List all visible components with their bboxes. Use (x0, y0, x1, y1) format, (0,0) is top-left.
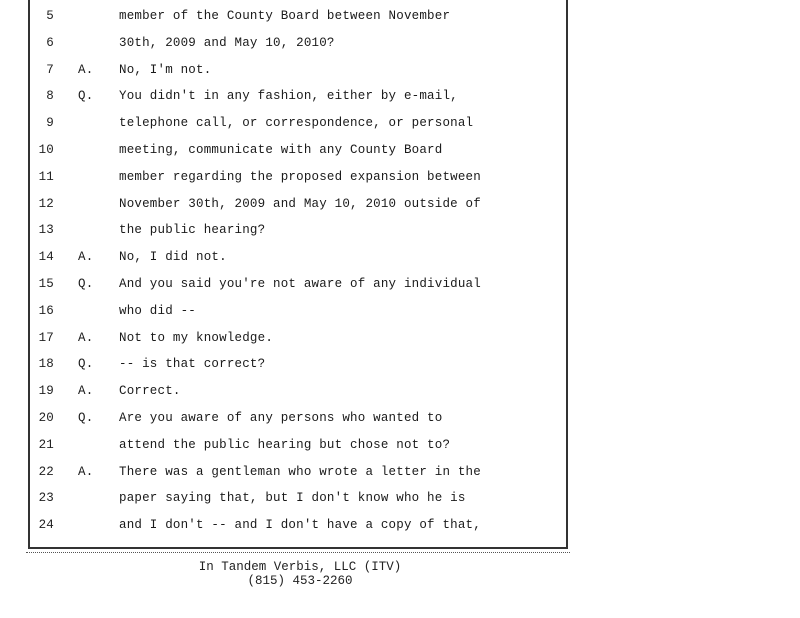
line-number: 19 (38, 384, 54, 399)
line-number: 22 (38, 464, 54, 479)
line-text: Are you aware of any persons who wanted to (119, 411, 443, 425)
line-text: member of the County Board between November (119, 9, 451, 23)
speaker-label: A. (78, 62, 94, 77)
line-number: 16 (38, 303, 54, 318)
line-text: There was a gentleman who wrote a letter in the (119, 464, 481, 479)
transcript-page (28, 0, 568, 549)
line-text: telephone call, or correspondence, or personal (119, 116, 474, 131)
line-text: No, I did not. (119, 250, 227, 265)
line-number: 7 (46, 62, 54, 77)
line-number: 12 (38, 196, 54, 211)
line-number: 14 (38, 250, 54, 265)
speaker-label: Q. (78, 89, 94, 104)
line-number: 17 (38, 330, 54, 345)
footer-phone: (815) 453-2260 (247, 574, 353, 588)
line-number: 13 (38, 223, 54, 238)
line-number: 20 (38, 411, 54, 425)
line-text: You didn't in any fashion, either by e-mail, (119, 89, 458, 104)
line-text: Correct. (119, 384, 181, 399)
speaker-label: A. (78, 464, 94, 479)
line-number: 6 (46, 35, 54, 50)
page-footer (0, 560, 600, 588)
speaker-label: A. (78, 330, 94, 345)
line-number: 15 (38, 277, 54, 291)
line-number: 21 (38, 437, 54, 452)
line-text: who did -- (119, 303, 197, 318)
line-number: 11 (38, 169, 54, 184)
line-text: meeting, communicate with any County Board (119, 143, 443, 157)
line-text: Not to my knowledge. (119, 330, 274, 345)
line-text: and I don't -- and I don't have a copy of that, (119, 518, 481, 533)
speaker-label: A. (78, 250, 94, 265)
line-text: November 30th, 2009 and May 10, 2010 outside of (119, 196, 481, 211)
line-text: member regarding the proposed expansion between (119, 169, 481, 184)
line-number: 8 (46, 89, 54, 104)
line-text: No, I'm not. (119, 62, 212, 77)
line-text: -- is that correct? (119, 357, 266, 372)
speaker-label: Q. (78, 411, 94, 425)
speaker-label: A. (78, 384, 94, 399)
line-text: paper saying that, but I don't know who he is (119, 491, 466, 506)
line-number: 18 (38, 357, 54, 372)
speaker-label: Q. (78, 277, 94, 291)
line-text: attend the public hearing but chose not to? (119, 437, 451, 452)
line-number: 24 (38, 518, 54, 533)
line-number: 5 (46, 9, 54, 23)
line-text: 30th, 2009 and May 10, 2010? (119, 35, 335, 50)
speaker-label: Q. (78, 357, 94, 372)
line-number: 10 (38, 143, 54, 157)
line-text: And you said you're not aware of any individual (119, 277, 481, 291)
line-number: 23 (38, 491, 54, 506)
footer-company: In Tandem Verbis, LLC (ITV) (198, 560, 402, 574)
line-text: the public hearing? (119, 223, 266, 238)
line-number: 9 (46, 116, 54, 131)
